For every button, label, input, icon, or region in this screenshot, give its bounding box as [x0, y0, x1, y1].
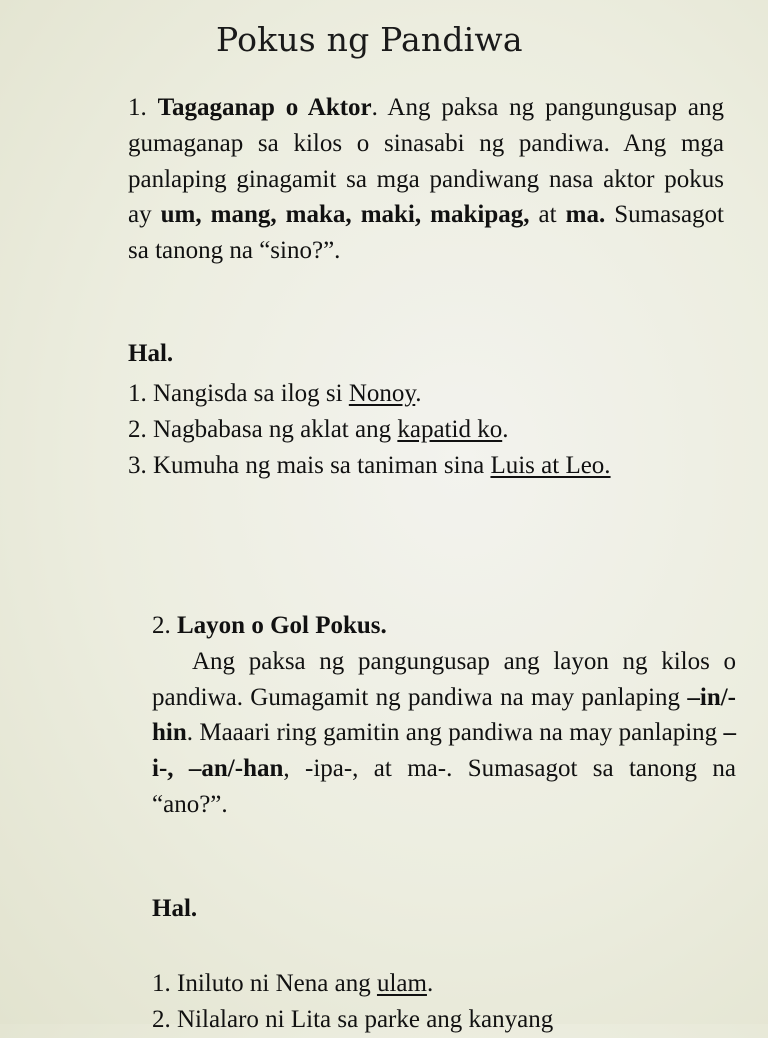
- example-number: 1.: [152, 970, 171, 997]
- section-2-def-part3: , -ipa-, at ma-. Sumasagot sa tanong na “ano?”.: [152, 755, 736, 818]
- example-text: Nangisda sa ilog si: [153, 380, 349, 407]
- list-item: [152, 1002, 752, 1038]
- section-1-affixes: um, mang, maka, maki, makipag,: [160, 201, 530, 229]
- list-item: [128, 448, 718, 484]
- section-2-definition: [152, 608, 736, 823]
- section-2-def-part1: Ang paksa ng pangungusap ang layon ng kilos o pandiwa. Gumagamit ng pandiwa na may panlaping: [152, 647, 736, 711]
- section-2-number: 2.: [152, 612, 171, 639]
- section-1-examples-heading: Hal.: [128, 340, 174, 367]
- example-text: Iniluto ni Nena ang: [177, 970, 377, 997]
- section-1-def-part3: Sumasagot sa tanong na “sino?”.: [128, 201, 724, 265]
- list-item: [152, 966, 752, 1002]
- section-1-def-part1: . Ang paksa ng pangungusap ang gumaganap sa kilos o sinasabi ng pandiwa. Ang mga panlaping ginagamit sa mga pandiwang nasa aktor pokus ay: [128, 94, 724, 229]
- section-1-number: 1.: [128, 94, 147, 121]
- section-2-def-part2: . Maaari ring gamitin ang pandiwa na may panlaping: [186, 719, 724, 747]
- list-item: [128, 376, 718, 412]
- section-2-affix1: –in/-hin: [152, 683, 736, 747]
- example-number: 1.: [128, 380, 147, 407]
- example-end: .: [426, 970, 434, 997]
- example-text: Nilalaro ni Lita sa parke ang kanyang: [177, 1005, 554, 1033]
- section-1-definition: [128, 90, 724, 269]
- example-text: Nagbabasa ng aklat ang: [153, 415, 398, 443]
- section-1-heading: Tagaganap o Aktor: [157, 94, 372, 121]
- section-2-examples-heading: Hal.: [152, 895, 198, 922]
- example-text: Kumuha ng mais sa taniman sina: [153, 451, 491, 479]
- section-1-def-part2: at: [529, 201, 566, 229]
- page-title: Pokus ng Pandiwa: [216, 20, 523, 59]
- section-2-examples-list: [152, 966, 752, 1038]
- example-focus: Luis at Leo.: [490, 451, 611, 479]
- example-end: .: [415, 380, 422, 407]
- list-item: [128, 412, 718, 448]
- section-1-affix-last: ma.: [565, 201, 606, 229]
- example-number: 2.: [128, 415, 147, 443]
- example-end: .: [502, 415, 509, 443]
- section-2-heading: Layon o Gol Pokus.: [177, 612, 387, 639]
- section-2-affix2: –i-, –an/-han: [152, 719, 736, 783]
- example-number: 2.: [152, 1005, 171, 1033]
- example-focus: kapatid ko: [397, 415, 503, 443]
- example-focus: ulam: [376, 970, 427, 997]
- example-focus: Nonoy: [348, 380, 416, 407]
- section-1-examples-list: [128, 376, 718, 483]
- example-number: 3.: [128, 451, 147, 479]
